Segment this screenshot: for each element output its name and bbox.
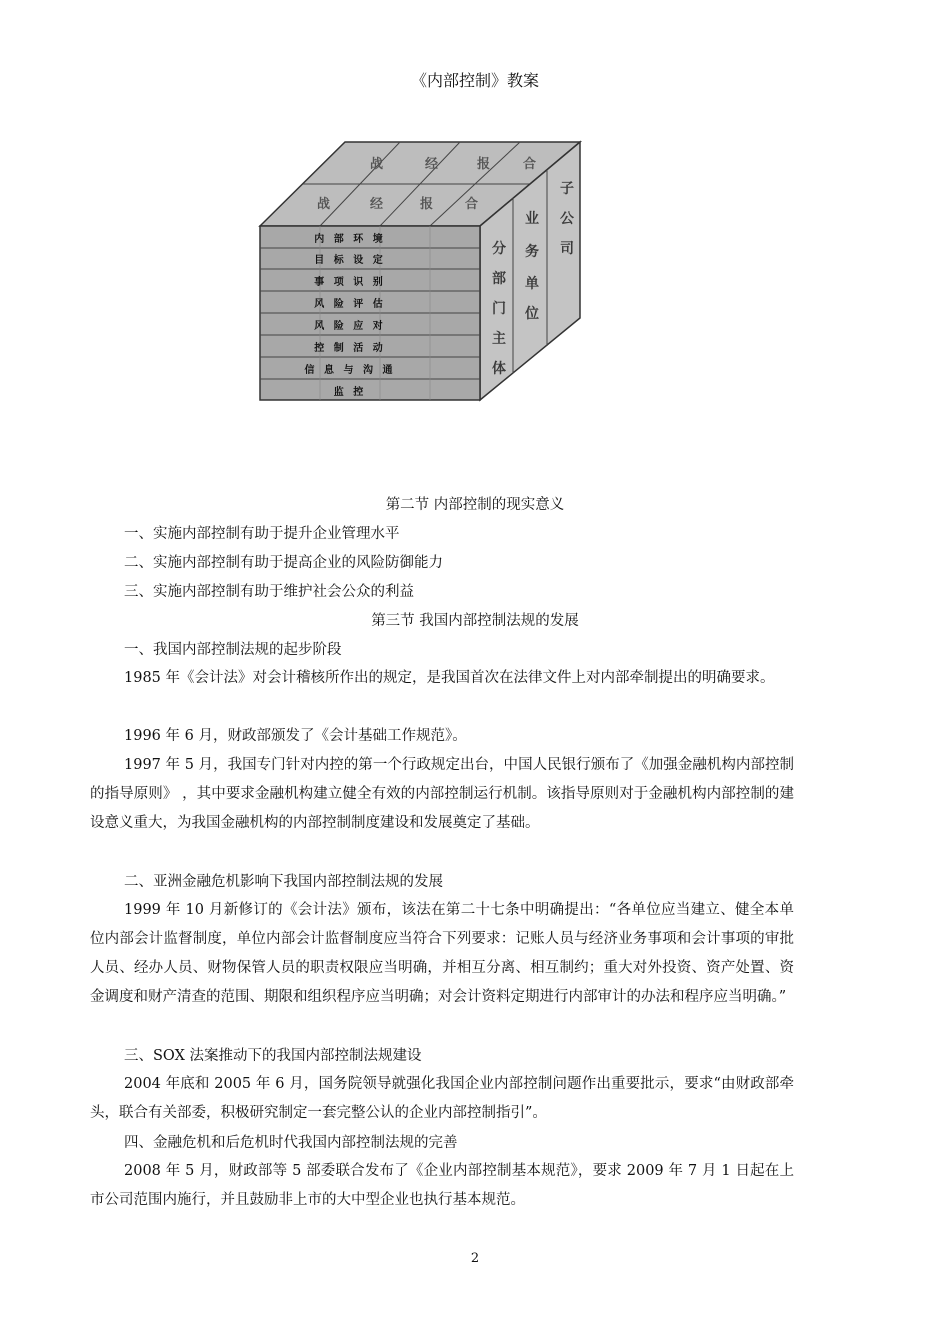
cube-side-label: 部 [492, 271, 506, 287]
paragraph: 2008 年 5 月，财政部等 5 部委联合发布了《企业内部控制基本规范》，要求 2009 年 7 月 1 日起在上市公司范围内施行，并且鼓励非上市的大中型企业也执行基本规范。 [90, 1163, 794, 1208]
cube-row-label: 风 险 应 对 [314, 321, 386, 332]
paragraph: 2004 年底和 2005 年 6 月，国务院领导就强化我国企业内部控制问题作出重要批示，要求“由财政部牵头，联合有关部委，积极研究制定一套完整公认的企业内部控制指引”。 [90, 1076, 794, 1121]
cube-row-label: 内 部 环 境 [314, 234, 386, 245]
cube-side-label: 体 [492, 361, 506, 377]
cube-row-label: 事 项 识 别 [314, 277, 386, 288]
cube-side-label: 司 [560, 241, 574, 257]
list-item: 一、实施内部控制有助于提升企业管理水平 [124, 526, 400, 542]
cube-row-label: 信 息 与 沟 通 [304, 365, 396, 376]
cube-side-label: 位 [525, 306, 539, 322]
paragraph: 1985 年《会计法》对会计稽核所作出的规定，是我国首次在法律文件上对内部牵制提出的明确要求。 [124, 670, 775, 686]
cube-side-label: 公 [560, 211, 574, 227]
cube-top-label: 战 [317, 197, 331, 212]
subheading: 二、亚洲金融危机影响下我国内部控制法规的发展 [124, 874, 443, 890]
cube-side-label: 门 [492, 301, 506, 317]
cube-side-label: 子 [560, 181, 574, 197]
section-heading: 第二节 内部控制的现实意义 [385, 497, 565, 513]
cube-row-label: 控 制 活 动 [314, 343, 386, 354]
paragraph: 1997 年 5 月，我国专门针对内控的第一个行政规定出台，中国人民银行颁布了《加强金融机构内部控制的指导原则》 ，其中要求金融机构建立健全有效的内部控制运行机制。该指导原则对于金融机构内部控制的建设意义重大，为我国金融机构的内部控制制度建设和发展奠定了基础。 [90, 757, 794, 831]
cube-row-label: 风 险 评 估 [314, 299, 386, 310]
cube-top-label: 报 [420, 197, 434, 212]
cube-top-label: 合 [465, 197, 479, 212]
cube-side-label: 主 [492, 331, 506, 347]
paragraph: 1999 年 10 月新修订的《会计法》颁布，该法在第二十七条中明确提出：“各单位应当建立、健全本单位内部会计监督制度，单位内部会计监督制度应当符合下列要求：记账人员与经济业务事项和会计事项的审批人员、经办人员、财物保管人员的职责权限应当明确，并相互分离、相互制约；重大对外投资、资产处置、资金调度和财产清查的范围、期限和组织程序应当明确；对会计资料定期进行内部审计的办法和程序应当明确。” [90, 902, 794, 1005]
cube-row-label: 目 标 设 定 [314, 255, 386, 266]
page-number: 2 [470, 1251, 480, 1266]
subheading: 四、金融危机和后危机时代我国内部控制法规的完善 [124, 1135, 458, 1151]
list-item: 二、实施内部控制有助于提高企业的风险防御能力 [124, 555, 443, 571]
cube-top-label: 战 [370, 157, 384, 172]
cube-row-label: 监 控 [333, 387, 367, 398]
cube-top-label: 合 [523, 157, 537, 172]
page-title: 《内部控制》教案 [410, 71, 539, 90]
cube-top-label: 报 [477, 157, 491, 172]
subheading: 一、我国内部控制法规的起步阶段 [124, 642, 342, 658]
cube-top-label: 经 [425, 157, 439, 172]
cube-side-label: 务 [525, 244, 539, 260]
cube-side-label: 单 [525, 276, 539, 292]
cube-side-label: 业 [525, 211, 539, 227]
coso-cube-figure [255, 138, 585, 403]
list-item: 三、实施内部控制有助于维护社会公众的利益 [124, 584, 414, 600]
cube-side-label: 分 [492, 241, 506, 257]
paragraph: 1996 年 6 月，财政部颁发了《会计基础工作规范》。 [124, 728, 467, 744]
cube-top-label: 经 [370, 197, 384, 212]
section-heading: 第三节 我国内部控制法规的发展 [371, 613, 579, 629]
subheading: 三、SOX 法案推动下的我国内部控制法规建设 [124, 1048, 422, 1064]
